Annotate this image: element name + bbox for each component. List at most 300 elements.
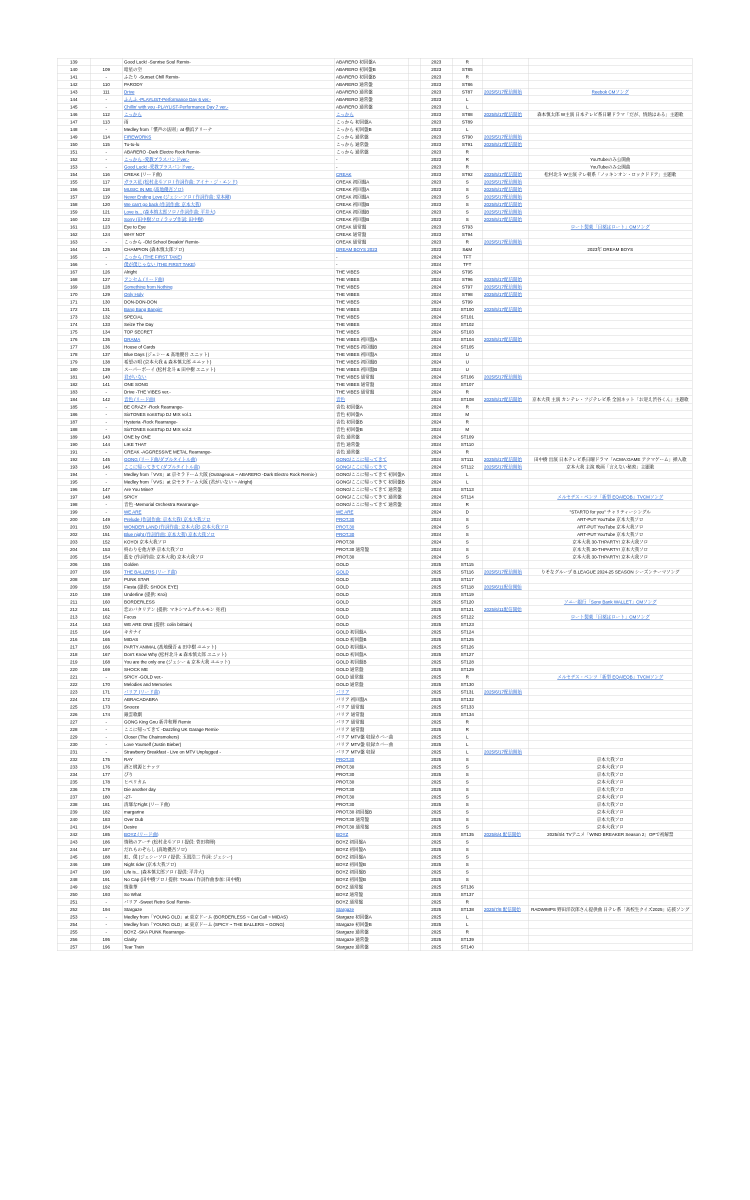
cell-release: PROT.30 [334,771,408,779]
cell-year: 2023 [420,111,452,119]
cell-type: R [452,58,482,66]
cell-note [528,88,692,96]
cell-distribution [482,328,528,336]
cell-type: ST99 [452,298,482,306]
cell-release [334,756,408,764]
cell-release: PROT.30 [334,538,408,546]
cell-note: 2023年 DREAM BOYS [528,246,692,254]
cell-distribution [482,928,528,936]
song-title-link[interactable]: Never Ending Love (ジェシーソロ / 作詞作曲: 堂本剛) [124,194,232,200]
cell-release: THE VIBES [334,313,408,321]
cell-release: バリア 通常盤 [334,703,408,711]
cell-note [528,853,692,861]
cell-row-number: 174 [57,321,90,329]
cell-blank [408,208,420,216]
cell-song-number: 180 [90,793,122,801]
release-link[interactable]: GONG/ここに帰ってきて [336,456,388,462]
cell-row-number: 142 [57,81,90,89]
release-link[interactable]: CREAK [336,171,352,177]
cell-song-number: 149 [90,516,122,524]
table-row [57,816,692,824]
cell-note [528,943,692,951]
song-title-link[interactable]: Only Holy [124,291,144,297]
cell-row-number: 234 [57,771,90,779]
table-row [57,591,692,599]
cell-row-number: 210 [57,591,90,599]
distribution-link[interactable]: 2025/5/17配信開始 [484,396,523,402]
cell-release: THE VIBES 初回盤B [334,343,408,351]
cell-row-number: 164 [57,246,90,254]
table-row [57,253,692,261]
release-link[interactable]: DREAM BOYS 2023 [336,246,378,252]
song-title-link[interactable]: ガラス花 (松村北斗ソロ / 作詞作曲: アイナ・ジ・エンド) [124,179,238,185]
cell-distribution [482,666,528,674]
cell-year: 2025 [420,606,452,614]
distribution-link[interactable]: 2025/5/17配信開始 [484,179,523,185]
cell-release: Stargaze 通常盤 [334,943,408,951]
cell-distribution [482,816,528,824]
cell-type: R [452,388,482,396]
distribution-link[interactable]: 2025/5/17配信開始 [484,111,523,117]
table-row [57,868,692,876]
cell-year: 2023 [420,201,452,209]
release-link[interactable]: GONG/ここに帰ってきて [336,464,388,470]
cell-year: 2025 [420,561,452,569]
cell-row-number: 253 [57,913,90,921]
cell-note: "STARTO for you" チャリティーシングル [528,508,692,516]
song-title-link[interactable]: 音色 (リード曲) [124,396,156,402]
cell-row-number: 152 [57,156,90,164]
song-title-link[interactable]: THE BALLERS (リード曲) [124,569,177,575]
cell-blank [408,576,420,584]
song-title-link[interactable]: Bang Bang Bangin' [124,306,163,312]
cell-blank [408,898,420,906]
cell-release [334,568,408,576]
cell-year: 2023 [420,216,452,224]
cell-distribution [482,306,528,314]
cell-song-number: 143 [90,433,122,441]
cell-blank [408,793,420,801]
cell-distribution [482,126,528,134]
cell-row-number: 213 [57,613,90,621]
cell-release [334,831,408,839]
cell-release: GONG/ここに帰ってきて 初回盤B [334,478,408,486]
cell-blank [408,126,420,134]
table-row [57,786,692,794]
cell-song-number [90,58,122,66]
cell-note [528,441,692,449]
cell-song-title: KOYOI 京本大我ソロ [122,538,334,546]
cell-release: ABARERO 初回盤B [334,73,408,81]
distribution-link[interactable]: 2025/5/17配信開始 [484,186,523,192]
cell-note [528,718,692,726]
cell-note [528,748,692,756]
cell-row-number: 232 [57,756,90,764]
cell-song-title [122,216,334,224]
cell-song-title: Strawberry Breakfast - Live on MTV Unplugged - [122,748,334,756]
cell-song-title [122,96,334,104]
table-row [57,493,692,501]
cell-song-number: 173 [90,703,122,711]
cell-distribution [482,741,528,749]
table-row [57,576,692,584]
cell-type: ST89 [452,118,482,126]
cell-blank [408,643,420,651]
cell-year: 2024 [420,441,452,449]
distribution-link[interactable]: 2025/6/17配信開始 [484,689,523,695]
cell-type: ST104 [452,336,482,344]
release-link[interactable]: こっから [336,111,354,117]
cell-song-title: Love Yourself (Justin Bieber) [122,741,334,749]
distribution-link[interactable]: 2025/5/17配信開始 [484,171,523,177]
distribution-link[interactable]: 2025/5/17配信開始 [484,141,523,147]
cell-row-number: 246 [57,861,90,869]
table-row [57,831,692,839]
cell-song-title [122,201,334,209]
distribution-link[interactable]: 2025/5/17配信開始 [484,306,523,312]
cell-song-number: 133 [90,321,122,329]
table-row [57,876,692,884]
distribution-link[interactable]: 2025/6/4 配信開始 [484,831,521,837]
cell-note [528,711,692,719]
cell-song-number: 184 [90,823,122,831]
release-link[interactable]: PROT.30 [336,524,355,530]
cell-row-number: 175 [57,328,90,336]
cell-song-number: 181 [90,801,122,809]
cell-note [528,478,692,486]
distribution-link[interactable]: 2025/5/17配信開始 [484,374,523,380]
cell-note [528,846,692,854]
note-link[interactable]: メルセデス・ベンツ「新型 EQA/EQB」TVCMソング [557,494,664,500]
cell-distribution [482,943,528,951]
release-link[interactable]: PROT.30 [336,531,355,537]
cell-release: GOLD [334,561,408,569]
cell-row-number: 241 [57,823,90,831]
cell-song-title [122,208,334,216]
cell-note: 京本大我ソロ [528,801,692,809]
cell-note [528,876,692,884]
distribution-link[interactable]: 2025/5/17配信開始 [484,89,523,95]
cell-note [528,493,692,501]
cell-type: U [452,351,482,359]
cell-type: TFT [452,261,482,269]
cell-year: 2024 [420,336,452,344]
cell-note [528,636,692,644]
cell-type: ST102 [452,321,482,329]
cell-blank [408,651,420,659]
cell-note [528,891,692,899]
cell-type: L [452,733,482,741]
table-row [57,351,692,359]
cell-row-number: 231 [57,748,90,756]
distribution-link[interactable]: 2025/5/17配信開始 [484,209,523,215]
distribution-link[interactable]: 2025/5/17配信開始 [484,749,523,755]
song-title-link[interactable]: 僕が僕じゃない (THE FIRST TAKE) [124,261,196,267]
cell-distribution [482,238,528,246]
cell-song-number: - [90,928,122,936]
release-link[interactable]: PROT.30 [336,516,355,522]
distribution-link[interactable]: 2025/5/17配信開始 [484,456,523,462]
cell-distribution [482,448,528,456]
song-title-link[interactable]: Prelude (作詞作曲: 京本大我) 京本大我ソロ [124,516,211,522]
song-title-link[interactable]: こっから (THE FIRST TAKE) [124,254,182,260]
distribution-link[interactable]: 2025/5/17配信開始 [484,239,523,245]
cell-song-number: 118 [90,186,122,194]
cell-blank [408,246,420,254]
cell-song-number: 170 [90,681,122,689]
cell-distribution [482,96,528,104]
release-link[interactable]: WE ARE [336,509,354,515]
distribution-link[interactable]: 2025/5/17配信開始 [484,216,523,222]
distribution-link[interactable]: 2025/5/17配信開始 [484,284,523,290]
song-title-link[interactable]: Good Luck! -愛教ブラスバンドver.- [124,164,195,170]
cell-year: 2025 [420,621,452,629]
cell-row-number: 202 [57,531,90,539]
cell-year: 2024 [420,366,452,374]
cell-year: 2025 [420,771,452,779]
cell-release: - [334,253,408,261]
cell-distribution [482,576,528,584]
table-row [57,508,692,516]
cell-blank [408,666,420,674]
cell-blank [408,373,420,381]
cell-blank [408,561,420,569]
cell-distribution [482,403,528,411]
note-link[interactable]: Reebok CMソング [591,89,629,95]
cell-song-number: 144 [90,441,122,449]
cell-note: ART-PUT YouTube 京本大我ソロ [528,531,692,539]
cell-row-number: 255 [57,928,90,936]
cell-row-number: 212 [57,606,90,614]
distribution-link[interactable]: 2025/5/17配信開始 [484,291,523,297]
song-title-link[interactable]: FIREWORKS [124,134,152,140]
table-row [57,148,692,156]
song-title-link[interactable]: こっから -愛教ブラスバンドver.- [124,156,190,162]
cell-song-title: Medley from「YOUNG OLD」at 東京ドーム (SPICY ~ THE BALLERS ~ GONG) [122,921,334,929]
release-link[interactable]: バリア [336,689,350,695]
song-title-link[interactable]: Something from Nothing [124,284,173,290]
release-link[interactable]: Stargaze [336,906,355,912]
song-title-link[interactable]: Sorry (田中樹ソロ / ラップ作詞: 田中樹) [124,216,204,222]
release-link[interactable]: GOLD [336,569,349,575]
cell-type: ST119 [452,591,482,599]
cell-distribution [482,598,528,606]
cell-row-number: 151 [57,148,90,156]
cell-row-number: 196 [57,486,90,494]
cell-release: バリア MTV盤 収録 [334,748,408,756]
cell-distribution [482,216,528,224]
cell-type: S [452,763,482,771]
cell-type: TFT [452,253,482,261]
release-link[interactable]: PROT.30 [336,756,355,762]
cell-song-number: 129 [90,291,122,299]
cell-row-number: 227 [57,718,90,726]
cell-release: THE VIBES [334,298,408,306]
cell-note: 京本大我ソロ [528,823,692,831]
cell-release: こっから 通常盤 [334,148,408,156]
distribution-link[interactable]: 2025/6/11配信開始 [484,606,522,612]
cell-release: GOLD [334,583,408,591]
cell-blank [408,426,420,434]
table-row [57,88,692,96]
cell-type: ST109 [452,433,482,441]
cell-note: 京本大我 30-THPARTY! 京本大我ソロ [528,553,692,561]
cell-song-number: - [90,96,122,104]
song-title-link[interactable]: WE ARE [124,509,142,515]
cell-release [334,531,408,539]
song-title-link[interactable]: アンセム (リード曲) [124,276,165,282]
song-title-link[interactable]: WONDER LAND (作詞作曲: 京本大我) 京本大我ソロ [124,524,229,530]
song-title-link[interactable]: GONG (リード曲/ダブルタイトル曲) [124,456,197,462]
song-title-link[interactable]: こっから [124,111,142,117]
table-row [57,118,692,126]
cell-row-number: 245 [57,853,90,861]
cell-note [528,373,692,381]
cell-release: PROT.30 [334,786,408,794]
cell-row-number: 186 [57,411,90,419]
cell-type: ST135 [452,831,482,839]
cell-note: 京本大我 主演 カンテレ・フジテレビ系 全国ネット「お迎え渋谷くん」主題歌 [528,396,692,404]
cell-row-number: 242 [57,831,90,839]
table-row [57,658,692,666]
cell-row-number: 139 [57,58,90,66]
table-row [57,81,692,89]
cell-song-number: - [90,718,122,726]
cell-release: THE VIBES [334,328,408,336]
song-title-link[interactable]: Drive [124,89,135,95]
cell-row-number: 203 [57,538,90,546]
song-title-link[interactable]: Love is... (森本慎太郎ソロ / 作詞作曲: 平井大) [124,209,216,215]
cell-year: 2024 [420,411,452,419]
cell-distribution [482,508,528,516]
cell-year: 2024 [420,253,452,261]
cell-blank [408,823,420,831]
cell-blank [408,613,420,621]
cell-song-title: ここに帰ってきて -Dazzling UK Garage Remix- [122,726,334,734]
cell-song-title: Night rider (京本大我ソロ) [122,861,334,869]
cell-blank [408,853,420,861]
distribution-link[interactable]: 2025/5/17配信開始 [484,464,523,470]
release-link[interactable]: 音色 [336,396,346,402]
cell-release: GOLD [334,576,408,584]
table-row [57,726,692,734]
note-link[interactable]: ソニー銀行「Sony Bank WALLET」CMソング [563,599,657,605]
cell-distribution [482,493,528,501]
cell-release: 音色 通常盤 [334,433,408,441]
cell-release: ABARERO 通常盤 [334,103,408,111]
song-title-link[interactable]: BOYZ (リード曲) [124,831,159,837]
cell-song-title: Die another day [122,786,334,794]
cell-blank [408,553,420,561]
song-title-link[interactable]: ふんふ -PLAYLIST-Performance Day 6 ver.- [124,96,211,102]
cell-note [528,133,692,141]
cell-distribution [482,471,528,479]
cell-song-title [122,163,334,171]
cell-type: ST129 [452,666,482,674]
distribution-link[interactable]: 2025/7/8 配信開始 [484,906,521,912]
cell-blank [408,216,420,224]
cell-distribution [482,336,528,344]
release-link[interactable]: BOYZ [336,831,349,837]
distribution-link[interactable]: 2025/6/11配信開始 [484,584,522,590]
distribution-link[interactable]: 2025/5/17配信開始 [484,569,523,575]
cell-release: THE VIBES 初回盤A [334,336,408,344]
cell-release: GOLD [334,598,408,606]
cell-distribution [482,876,528,884]
note-link[interactable]: メルセデス・ベンツ「新型 EQA/EQB」TVCMソング [557,674,664,680]
cell-year: 2023 [420,141,452,149]
cell-year: 2025 [420,876,452,884]
cell-song-title: ABARERO -Dark Electro Rock Remix- [122,148,334,156]
cell-year: 2025 [420,906,452,914]
cell-year: 2024 [420,328,452,336]
cell-song-number: 146 [90,463,122,471]
cell-distribution [482,148,528,156]
cell-year: 2023 [420,103,452,111]
cell-row-number: 236 [57,786,90,794]
cell-note [528,58,692,66]
cell-release: PROT.30 通常盤 [334,546,408,554]
note-link[interactable]: ロート製薬「目薬はロート」CMソング [570,224,650,230]
song-title-link[interactable]: We can't go back (作詞作曲: 京本大我) [124,201,202,207]
cell-note [528,838,692,846]
cell-year: 2025 [420,943,452,951]
distribution-link[interactable]: 2025/5/17配信開始 [484,201,523,207]
song-title-link[interactable]: バリア (リード曲) [124,689,160,695]
cell-note: りそなグループ B.LEAGUE 2024-25 SEASON シーズンテーマソング [528,568,692,576]
table-row [57,568,692,576]
cell-year: 2025 [420,763,452,771]
cell-release: PROT.30 [334,778,408,786]
cell-row-number: 171 [57,298,90,306]
cell-release: GOLD [334,621,408,629]
song-title-link[interactable]: ここに帰ってきて (ダブルタイトル曲) [124,464,200,470]
song-title-link[interactable]: 君がいない [124,374,147,380]
note-link[interactable]: ロート製薬「目薬はロート」CMソング [570,614,650,620]
cell-note: 京本大我ソロ [528,808,692,816]
table-row [57,846,692,854]
cell-note: RADWIMPS 野田洋次郎さん提供曲 日テレ系「高校生クイズ2025」応援ソング [528,906,692,914]
table-row [57,501,692,509]
distribution-link[interactable]: 2025/5/17配信開始 [484,194,523,200]
distribution-link[interactable]: 2025/5/17配信開始 [484,276,523,282]
cell-blank [408,673,420,681]
cell-type: ST96 [452,276,482,284]
cell-distribution [482,246,528,254]
cell-song-title: WHY NOT [122,231,334,239]
song-title-link[interactable]: DRAMA [124,336,141,342]
distribution-link[interactable]: 2025/5/17配信開始 [484,336,523,342]
cell-release: GOLD [334,591,408,599]
cell-song-title: Medley from「VVS」at 京セラドーム大阪 (Outrageous ~ ABARERO -Dark Electro Rock Remix-) [122,471,334,479]
cell-note [528,201,692,209]
song-title-link[interactable]: Chillin' with you -PLAYLIST-Performance Day 7 ver.- [124,104,229,110]
cell-year: 2023 [420,58,452,66]
cell-blank [408,448,420,456]
table-row [57,313,692,321]
table-row [57,718,692,726]
cell-year: 2024 [420,478,452,486]
cell-song-number: 145 [90,456,122,464]
song-title-link[interactable]: MUSIC IN ME (髙地優吾ソロ) [124,186,184,192]
song-title-link[interactable]: Blue night (作詞作曲: 京本大我) 京本大我ソロ [124,531,216,537]
cell-release: バリア 通常盤 [334,711,408,719]
distribution-link[interactable]: 2025/5/17配信開始 [484,134,523,140]
cell-song-number: - [90,388,122,396]
cell-year: 2025 [420,801,452,809]
cell-row-number: 220 [57,666,90,674]
cell-year: 2025 [420,628,452,636]
